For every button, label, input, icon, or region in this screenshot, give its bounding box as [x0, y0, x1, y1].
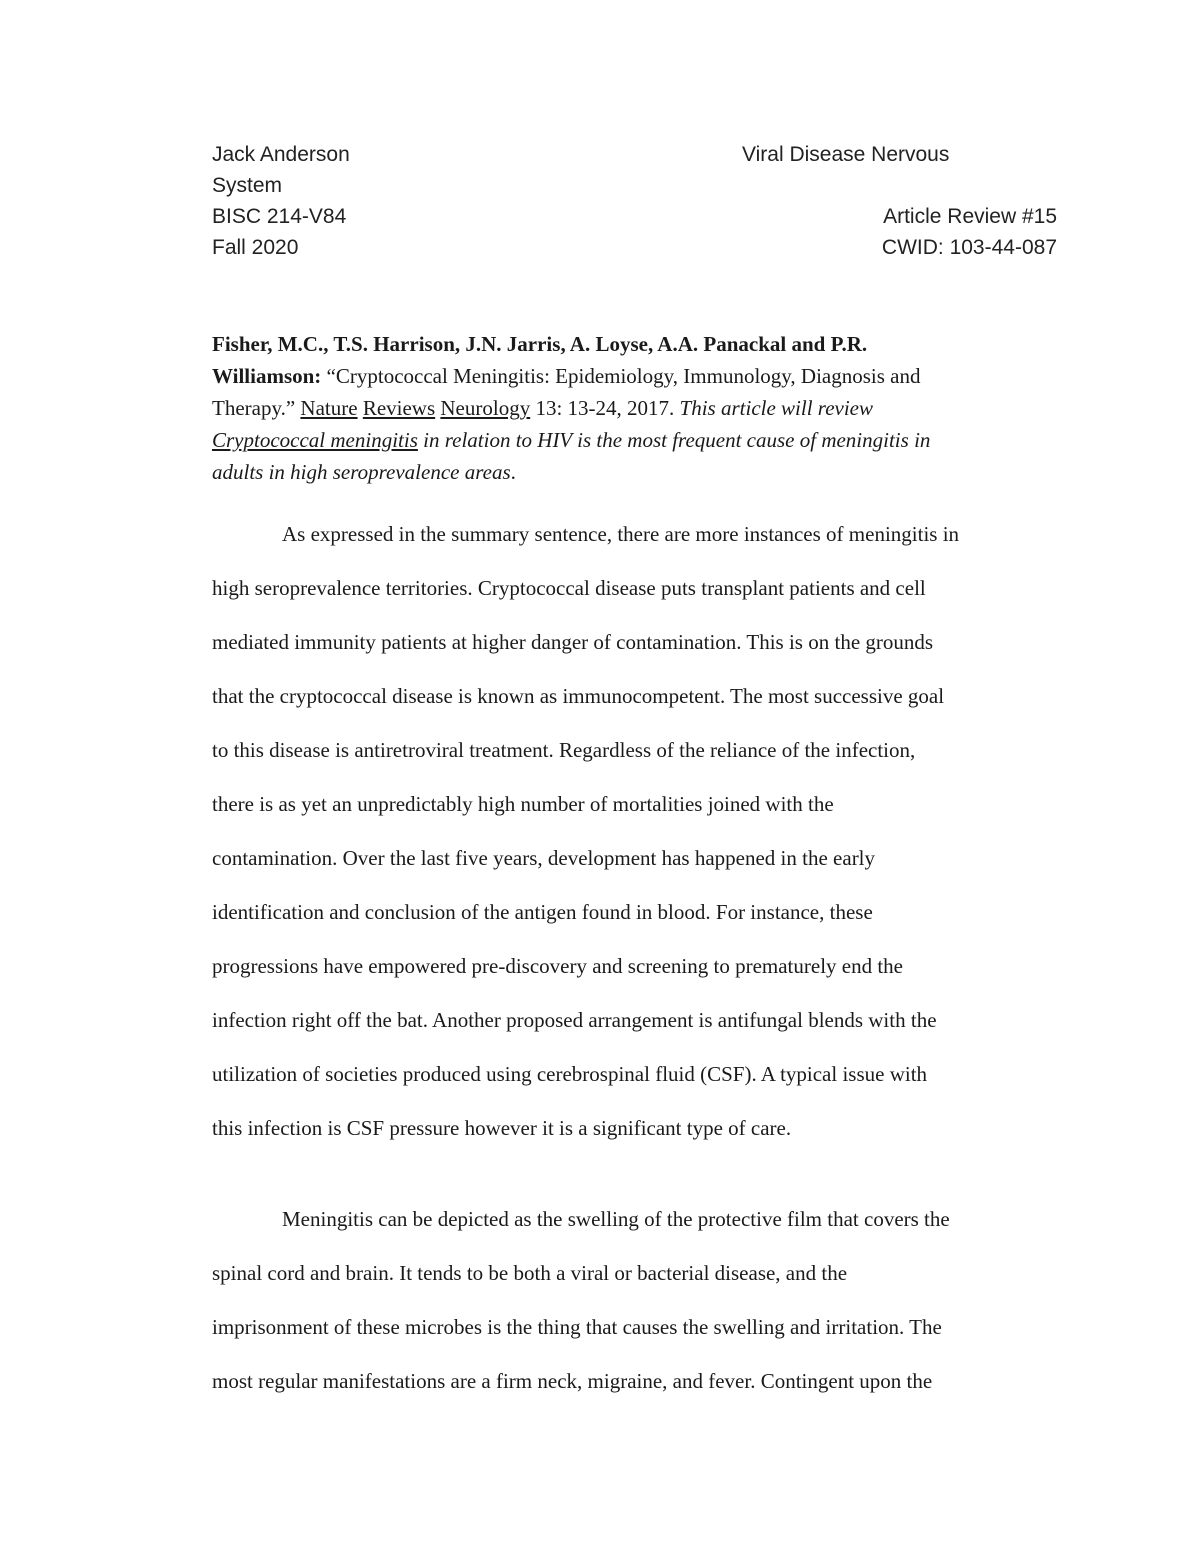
citation-block	[212, 328, 1062, 488]
paragraph-line: to this disease is antiretroviral treatment. Regardless of the reliance of the infection,	[212, 738, 916, 762]
journal-name-word-1: Nature	[300, 396, 358, 420]
volume-pages: 13: 13-24, 2017.	[530, 396, 680, 420]
paragraph-line: there is as yet an unpredictably high number of mortalities joined with the	[212, 792, 834, 816]
body-paragraph-2	[212, 1192, 1062, 1408]
paragraph-line: high seroprevalence territories. Cryptococcal disease puts transplant patients and cell	[212, 576, 926, 600]
journal-name-word-2: Reviews	[362, 396, 436, 420]
paragraph-line: imprisonment of these microbes is the thing that causes the swelling and irritation. The	[212, 1315, 942, 1339]
paragraph-line: spinal cord and brain. It tends to be both a viral or bacterial disease, and the	[212, 1261, 848, 1285]
summary-sentence-continued: in relation to HIV is the most frequent cause of meningitis in	[417, 428, 931, 452]
paragraph-line: contamination. Over the last five years, development has happened in the early	[212, 846, 876, 870]
summary-period: .	[510, 460, 516, 484]
course-title-continued: System	[212, 174, 283, 197]
header-block	[212, 139, 1057, 263]
paragraph-line: progressions have empowered pre-discovery and screening to prematurely end the	[212, 954, 904, 978]
header-row-1	[212, 139, 1057, 170]
course-title: Viral Disease Nervous	[742, 143, 950, 166]
review-number: Article Review #15	[883, 205, 1057, 228]
article-title: “Cryptococcal Meningitis: Epidemiology, Immunology, Diagnosis and	[321, 364, 921, 388]
paragraph-line: As expressed in the summary sentence, there are more instances of meningitis in	[282, 522, 960, 546]
header-row-4	[212, 232, 1057, 263]
paragraph-line: identification and conclusion of the antigen found in blood. For instance, these	[212, 900, 873, 924]
summary-sentence: This article will review	[679, 396, 874, 420]
paragraph-line: mediated immunity patients at higher danger of contamination. This is on the grounds	[212, 630, 934, 654]
header-row-2	[212, 170, 1057, 201]
citation-authors: Fisher, M.C., T.S. Harrison, J.N. Jarris, A. Loyse, A.A. Panackal and P.R.	[212, 332, 868, 356]
journal-name-word-3: Neurology	[440, 396, 531, 420]
article-title-continued: Therapy.”	[212, 396, 301, 420]
paragraph-line: that the cryptococcal disease is known as immunocompetent. The most successive goal	[212, 684, 945, 708]
citation-authors-continued: Williamson:	[212, 364, 322, 388]
paragraph-line: most regular manifestations are a firm neck, migraine, and fever. Contingent upon the	[212, 1369, 933, 1393]
term: Fall 2020	[212, 236, 299, 259]
summary-highlight: Cryptococcal meningitis	[212, 428, 418, 452]
header-row-3	[212, 201, 1057, 232]
paragraph-line: this infection is CSF pressure however it is a significant type of care.	[212, 1116, 792, 1140]
cwid: CWID: 103-44-087	[881, 236, 1057, 259]
student-name: Jack Anderson	[212, 143, 350, 166]
course-code: BISC 214-V84	[212, 205, 347, 228]
paragraph-line: infection right off the bat. Another proposed arrangement is antifungal blends with the	[212, 1008, 937, 1032]
body-paragraph-1	[212, 507, 1062, 1155]
paragraph-line: utilization of societies produced using cerebrospinal fluid (CSF). A typical issue with	[212, 1062, 928, 1086]
paragraph-line: Meningitis can be depicted as the swelling of the protective film that covers the	[282, 1207, 950, 1231]
summary-sentence-end: adults in high seroprevalence areas	[212, 460, 511, 484]
